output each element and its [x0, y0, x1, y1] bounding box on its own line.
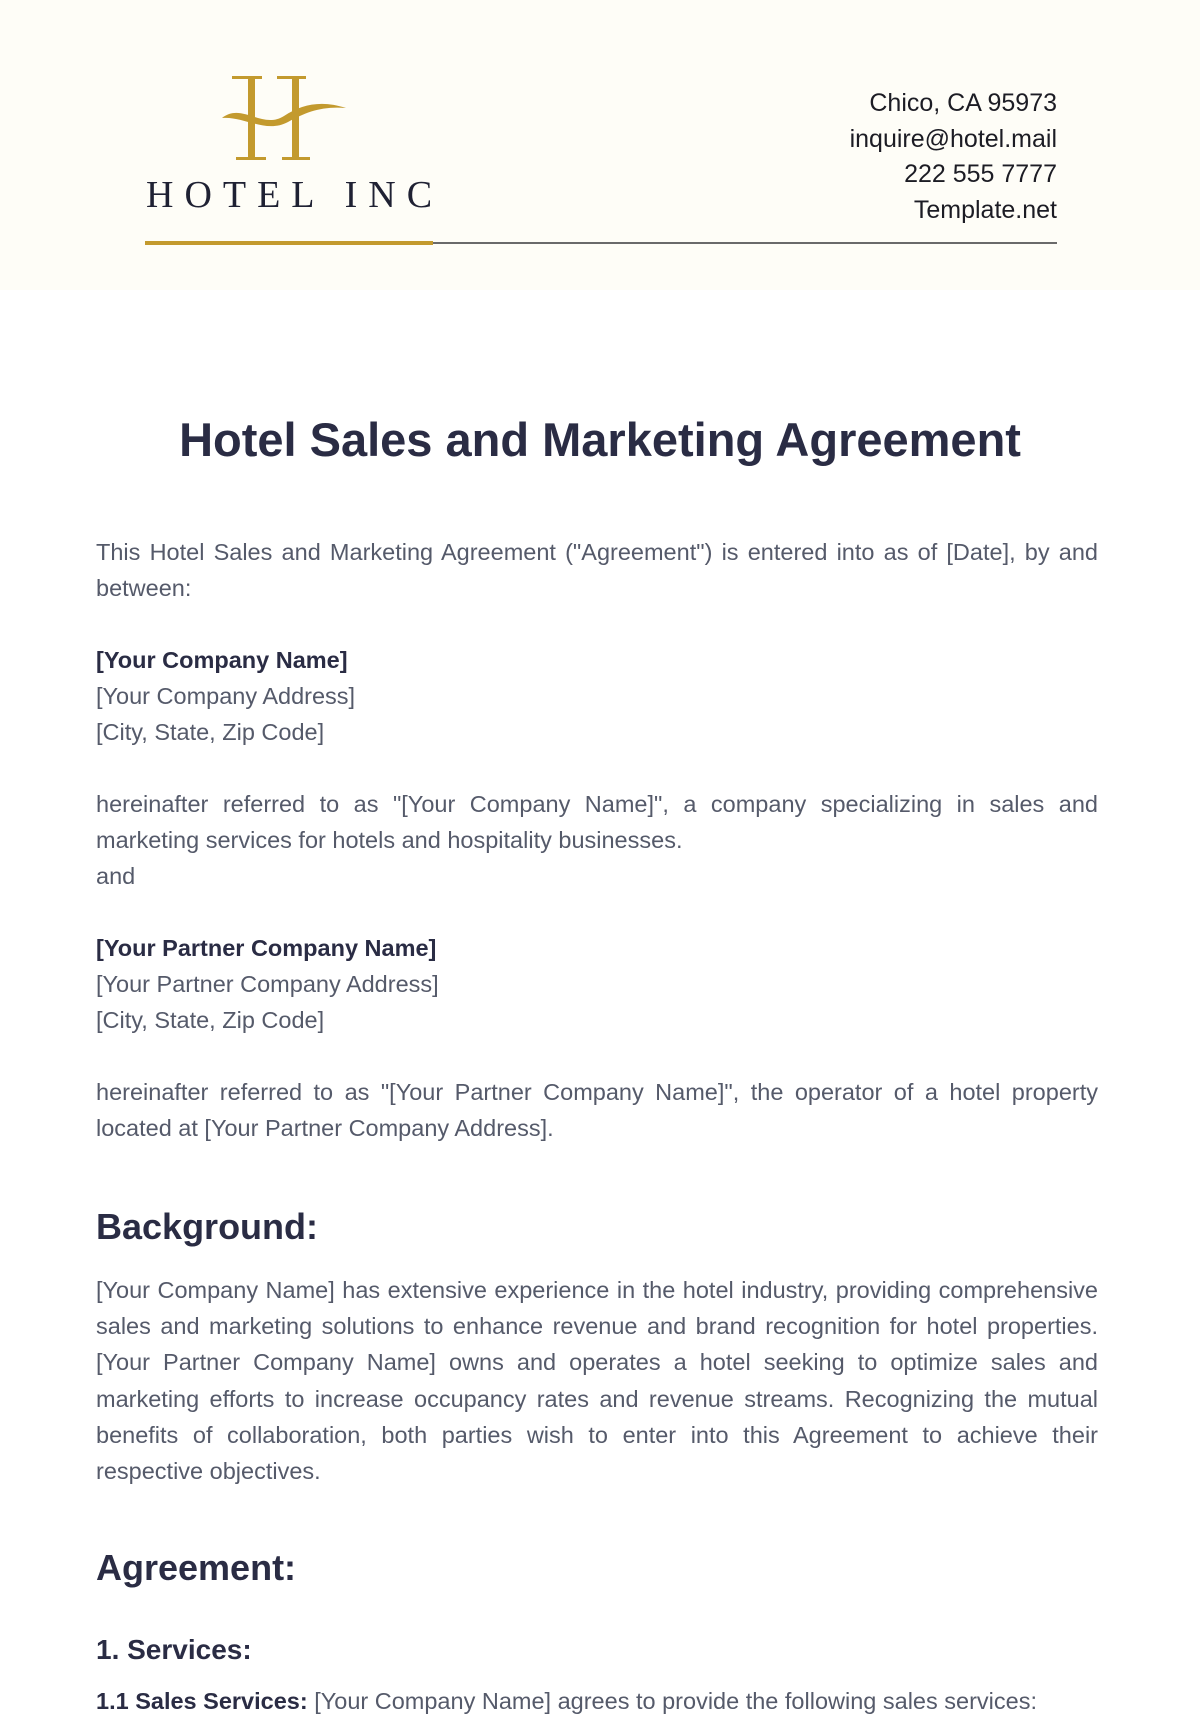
contact-website: Template.net	[913, 195, 1057, 224]
party2-name: [Your Partner Company Name]	[96, 935, 437, 961]
document-title: Hotel Sales and Marketing Agreement	[179, 413, 1021, 466]
party2-address: [Your Partner Company Address]	[96, 971, 439, 998]
sales-services-text: [Your Company Name] agrees to provide the following sales services:	[314, 1688, 1037, 1714]
agreement-heading: Agreement:	[96, 1547, 297, 1588]
contact-address: Chico, CA 95973	[869, 89, 1057, 117]
header-divider	[433, 242, 1057, 244]
background-heading: Background:	[96, 1206, 319, 1247]
company-logo-text: HOTEL INC	[146, 174, 444, 216]
services-heading: 1. Services:	[96, 1634, 252, 1665]
party1-block	[96, 642, 1098, 751]
party1-name: [Your Company Name]	[96, 647, 348, 673]
contact-block	[850, 86, 1057, 228]
header-accent-rule	[145, 241, 433, 245]
party1-description: hereinafter referred to as "[Your Company Name]", a company specializing in sales and marketing services for hotels and hospitality businesses.	[96, 791, 1098, 854]
background-paragraph: [Your Company Name] has extensive experience in the hotel industry, providing comprehensive sales and marketing solutions to enhance revenue and brand recognition for hotel properties. [Your Partner Company Name] owns and operates a hotel seeking to optimize sales and marketing efforts to increase occupancy rates and revenue streams. Recognizing the mutual benefits of collaboration, both parties wish to enter into this Agreement to achieve their respective objectives.	[96, 1277, 1098, 1485]
contact-phone: 222 555 7777	[904, 160, 1057, 188]
sales-services-line	[96, 1686, 1037, 1716]
party2-city: [City, State, Zip Code]	[96, 1007, 325, 1034]
sales-services-label: 1.1 Sales Services:	[96, 1688, 308, 1714]
intro-paragraph: This Hotel Sales and Marketing Agreement ("Agreement") is entered into as of [Date], by and between:	[96, 539, 1098, 602]
party2-block	[96, 930, 1098, 1039]
hotel-logo-icon	[222, 72, 346, 164]
conjunction-text: and	[96, 863, 136, 889]
party1-address: [Your Company Address]	[96, 683, 356, 710]
party1-city: [City, State, Zip Code]	[96, 719, 325, 746]
contact-email: inquire@hotel.mail	[849, 124, 1057, 153]
party2-description: hereinafter referred to as "[Your Partner Company Name]", the operator of a hotel property located at [Your Partner Company Address].	[96, 1079, 1098, 1142]
